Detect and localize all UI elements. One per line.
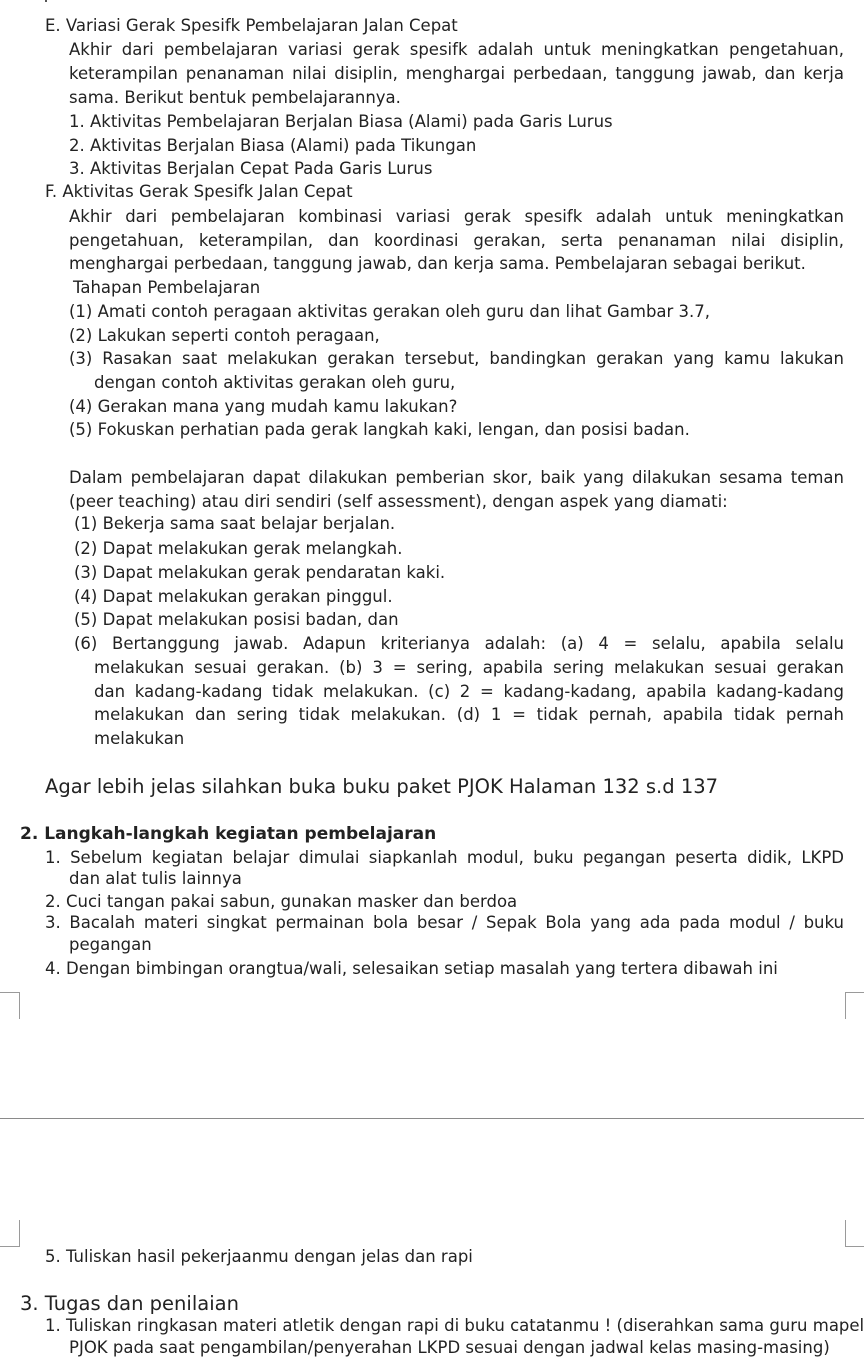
tahapan-step: (3) Rasakan saat melakukan gerakan tersebut, bandingkan gerakan yang kamu lakukan	[69, 349, 844, 368]
aspect-item: dan kadang-kadang tidak melakukan. (c) 2 = kadang-kadang, apabila kadang-kadang	[94, 682, 844, 701]
aspect-item: (2) Dapat melakukan gerak melangkah.	[74, 539, 403, 558]
section-e-title: E. Variasi Gerak Spesifk Pembelajaran Jalan Cepat	[45, 16, 458, 35]
section-e-para-line: keterampilan penanaman nilai disiplin, menghargai perbedaan, tanggung jawab, dan kerja	[69, 64, 844, 83]
answer-box-corner-bottom-right	[845, 1220, 864, 1247]
aspect-item: melakukan dan sering tidak melakukan. (d) 1 = tidak pernah, apabila tidak pernah	[94, 705, 844, 724]
score-para-line: Dalam pembelajaran dapat dilakukan pemberian skor, baik yang dilakukan sesama teman	[69, 468, 844, 487]
tahapan-step: (2) Lakukan seperti contoh peragaan,	[69, 326, 380, 345]
section-e-para-line: sama. Berikut bentuk pembelajarannya.	[69, 88, 401, 107]
section-2-item: 1. Sebelum kegiatan belajar dimulai siapkanlah modul, buku pegangan peserta didik, LKPD	[45, 848, 844, 867]
section-f-para-line: Akhir dari pembelajaran kombinasi variasi gerak spesifk adalah untuk meningkatkan	[69, 207, 844, 226]
answer-box-corner-top-left	[0, 992, 20, 1019]
section-e-list-item: 1. Aktivitas Pembelajaran Berjalan Biasa (Alami) pada Garis Lurus	[69, 112, 613, 131]
section-2-title: 2. Langkah-langkah kegiatan pembelajaran	[20, 824, 437, 844]
section-2-item: dan alat tulis lainnya	[69, 869, 242, 888]
tahapan-step: (1) Amati contoh peragaan aktivitas gerakan oleh guru dan lihat Gambar 3.7,	[69, 302, 711, 321]
section-f-title: F. Aktivitas Gerak Spesifk Jalan Cepat	[45, 182, 353, 201]
book-reference-note: Agar lebih jelas silahkan buka buku paket PJOK Halaman 132 s.d 137	[45, 775, 719, 798]
aspect-item: (6) Bertanggung jawab. Adapun kriterianya adalah: (a) 4 = selalu, apabila selalu	[74, 634, 844, 653]
aspect-item: melakukan	[94, 729, 185, 748]
aspect-item: (4) Dapat melakukan gerakan pinggul.	[74, 587, 393, 606]
section-2-item: 2. Cuci tangan pakai sabun, gunakan masker dan berdoa	[45, 892, 518, 911]
section-2-item: pegangan	[69, 935, 152, 954]
tahapan-step: (5) Fokuskan perhatian pada gerak langkah kaki, lengan, dan posisi badan.	[69, 420, 690, 439]
answer-box-corner-top-right	[845, 992, 864, 1019]
section-e-list-item: 2. Aktivitas Berjalan Biasa (Alami) pada Tikungan	[69, 136, 477, 155]
section-e-list-item: 3. Aktivitas Berjalan Cepat Pada Garis Lurus	[69, 159, 433, 178]
section-2-item-5: 5. Tuliskan hasil pekerjaanmu dengan jelas dan rapi	[45, 1247, 473, 1266]
section-3-item: PJOK pada saat pengambilan/penyerahan LKPD sesuai dengan jadwal kelas masing-masing)	[69, 1338, 830, 1357]
section-f-para-line: pengetahuan, keterampilan, dan koordinasi gerakan, serta penanaman nilai disiplin,	[69, 231, 844, 250]
aspect-item: (5) Dapat melakukan posisi badan, dan	[74, 610, 399, 629]
section-3-title: 3. Tugas dan penilaian	[20, 1292, 239, 1315]
tahapan-step: dengan contoh aktivitas gerakan oleh guru,	[94, 373, 456, 392]
aspect-item: (1) Bekerja sama saat belajar berjalan.	[74, 514, 396, 533]
tahapan-title: Tahapan Pembelajaran	[73, 278, 261, 297]
tahapan-step: (4) Gerakan mana yang mudah kamu lakukan?	[69, 397, 458, 416]
score-para-line: (peer teaching) atau diri sendiri (self assessment), dengan aspek yang diamati:	[69, 492, 728, 511]
divider-line	[0, 1118, 864, 1119]
aspect-item: melakukan sesuai gerakan. (b) 3 = sering, apabila sering melakukan sesuai gerakan	[94, 658, 844, 677]
section-2-item: 3. Bacalah materi singkat permainan bola besar / Sepak Bola yang ada pada modul / buku	[45, 913, 844, 932]
stray-dot	[45, 0, 47, 2]
section-3-item: 1. Tuliskan ringkasan materi atletik dengan rapi di buku catatanmu ! (diserahkan sama guru mapel	[45, 1316, 864, 1335]
answer-box-corner-bottom-left	[0, 1220, 20, 1247]
section-2-item: 4. Dengan bimbingan orangtua/wali, selesaikan setiap masalah yang tertera dibawah ini	[45, 959, 778, 978]
section-e-para-line: Akhir dari pembelajaran variasi gerak spesifk adalah untuk meningkatkan pengetahuan,	[69, 40, 844, 59]
aspect-item: (3) Dapat melakukan gerak pendaratan kaki.	[74, 563, 446, 582]
section-f-para-line: menghargai perbedaan, tanggung jawab, dan kerja sama. Pembelajaran sebagai berikut.	[69, 254, 806, 273]
